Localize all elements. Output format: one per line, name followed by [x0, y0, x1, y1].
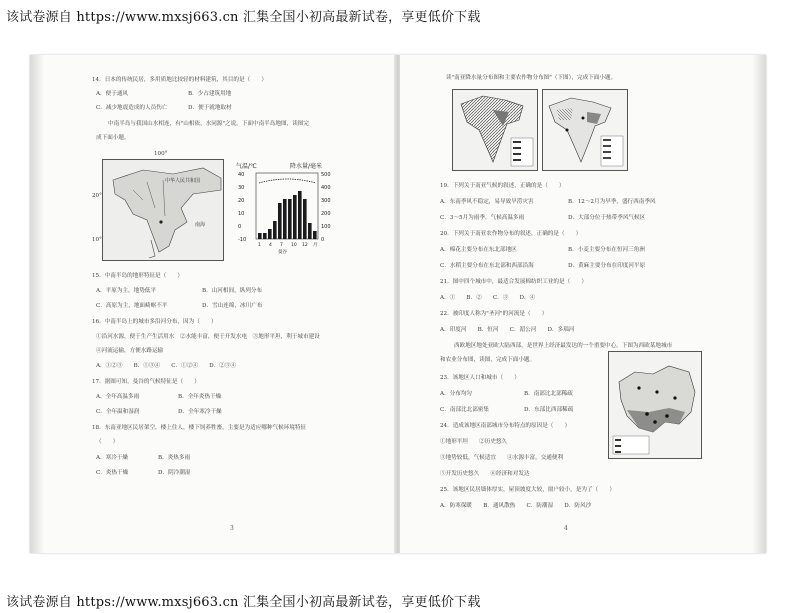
q14-option-a: A．便于通风 [96, 91, 129, 97]
precip-bar [308, 223, 312, 239]
map-intro-text: 中南半岛与我国山水相连，有"山相依，水同源"之说。下面中南半岛地图，读图完 [108, 121, 309, 127]
precip-bar [293, 195, 297, 239]
map-country-label: 中华人民共和国 [165, 178, 201, 184]
q16-answers: A．①②③ B．①③④ C．①②④ D．②③④ [96, 363, 236, 369]
q19-option-b: B．12～2月为旱季，盛行西南季风 [568, 199, 656, 205]
q15-option-a: A．平原为主，地势低平 [96, 288, 156, 294]
temp-tick-label: 0 [238, 224, 242, 230]
q25-answers: A．防寒保暖 B．通风散热 C．防潮湿 D．防风沙 [440, 503, 592, 509]
precip-bar [273, 221, 277, 239]
precip-tick-label: 400 [321, 185, 331, 191]
precip-bar [298, 191, 302, 239]
map-latitude-20: 20° [92, 193, 102, 199]
q23-option-d: D．东部比西部稀疏 [524, 407, 574, 413]
q18-option-b: B．炎热多雨 [158, 455, 191, 461]
page-number-left: 3 [230, 525, 234, 532]
month-tick-label: 10 [291, 243, 297, 248]
month-tick-label: 4 [269, 243, 272, 248]
question-16: 16．中南半岛上的城市多沿河分布，因为（ ） [92, 319, 217, 325]
q17-option-c: C．全年温和湿润 [96, 409, 140, 415]
q23-option-b: B．南部比北部稀疏 [524, 391, 573, 397]
question-18: 18．东南亚地区民居架空，楼上住人，楼下饲养牲畜，主要是为适应哪种气候环境特征 [92, 425, 307, 431]
precip-tick-label: 300 [321, 198, 331, 204]
south-asia-precip-map [452, 89, 538, 171]
question-22: 22．被印度人称为"圣河"的河流是（ ） [440, 311, 548, 317]
climate-precip-axis-title: 降水量/毫米 [290, 163, 323, 170]
month-axis-ticks [258, 241, 318, 248]
climate-temp-axis-title: 气温/℃ [236, 163, 257, 170]
precip-bar [288, 199, 292, 239]
precip-tick-label: 0 [321, 237, 325, 243]
precip-bars [258, 191, 317, 239]
question-15: 15．中南半岛的地形特征是（ ） [92, 273, 184, 279]
q15-option-d: D．雪山连绵，冰川广布 [202, 303, 263, 309]
question-19: 19．下列关于南亚气候的叙述，正确的是（ ） [440, 183, 565, 189]
map-sea-label: 南海 [195, 222, 206, 228]
page-number-right: 4 [564, 525, 568, 532]
q19-option-a: A．东南季风不稳定，易导致旱涝灾害 [440, 199, 534, 205]
q16-statements-2: ④河流运输，方便水路运输 [96, 348, 164, 354]
q19-option-d: D．大部分位于热带季风气候区 [568, 215, 646, 221]
q18-option-a: A．寒冷干燥 [96, 455, 129, 461]
climate-chart-graphic [234, 161, 342, 255]
q17-option-d: D．全年寒冷干燥 [178, 409, 222, 415]
bangkok-climate-chart [234, 161, 342, 255]
temp-axis-ticks [238, 172, 246, 243]
q14-option-b: B．少占建筑用地 [188, 91, 232, 97]
question-21: 21．图中四个城市中，最适合发展棉纺织工业的是（ ） [440, 279, 587, 285]
map-longitude-label: 100° [154, 151, 168, 157]
right-exam-page [400, 55, 766, 553]
q21-answers: A．① B．② C．③ D．④ [440, 295, 536, 301]
month-tick-label: 1 [258, 243, 261, 248]
q24-statements-1: ①地形平坦 ②历史悠久 [440, 439, 508, 445]
precip-tick-label: 500 [321, 172, 331, 178]
temp-tick-label: 30 [238, 185, 245, 191]
question-18-tail: （ ） [96, 439, 119, 445]
question-20: 20．下列关于南亚农作物分布的叙述，正确的是（ ） [440, 231, 582, 237]
q22-answers: A．印度河 B．恒河 C．湄公河 D．多瑙河 [440, 327, 575, 333]
bottom-source-banner: 该试卷源自 https://www.mxsj663.cn 汇集全国小初高最新试卷，享更低价下载 [6, 595, 481, 610]
q15-option-b: B．山河相间，纵列分布 [202, 288, 263, 294]
q18-option-d: D．阴冷潮湿 [158, 470, 191, 476]
q20-option-a: A．棉花主要分布在东北部地区 [440, 247, 517, 253]
question-14: 14．日本的传统民居，多用质地比较轻的材料建筑，其目的是（ ） [92, 77, 267, 83]
temp-tick-label: 20 [238, 198, 245, 204]
q16-statements: ①沿河水源，便于生产生活用水 ②水能丰富，便于开发水电 ③地形平坦，利于城市建设 [96, 334, 320, 340]
q24-statements-2: ③地势较低，气候适宜 ④水源丰富，交通便利 [440, 455, 564, 461]
west-europe-city-map [608, 351, 702, 459]
q15-option-c: C．高原为主，地面崎岖不平 [96, 303, 168, 309]
precip-bar [283, 199, 287, 239]
question-25: 25．该地区民居墙体厚实，屋顶坡度大较，窗户较小，是为了（ ） [440, 487, 615, 493]
q19-option-c: C．3～5月为雨季，气候高温多雨 [440, 215, 525, 221]
question-23: 23．该地区人口和城市（ ） [440, 375, 520, 381]
precip-tick-label: 100 [321, 224, 331, 230]
indochina-map [102, 159, 224, 261]
month-tick-label: 月 [313, 243, 318, 248]
left-exam-page [30, 55, 395, 553]
precip-bar [263, 233, 267, 239]
q20-option-d: D．黄麻主要分布在印度河平原 [568, 263, 646, 269]
q23-option-c: C．南部比北部密集 [440, 407, 490, 413]
q23-option-a: A．分布均匀 [440, 391, 473, 397]
q14-option-d: D．便于就地取材 [188, 105, 232, 111]
precip-bar [313, 231, 317, 239]
precip-map-graphic [453, 90, 537, 170]
west-europe-map-graphic [609, 352, 701, 458]
temp-tick-label: 40 [238, 172, 245, 178]
month-tick-label: 7 [280, 243, 283, 248]
crop-map-graphic [543, 90, 627, 170]
precip-bar [268, 229, 272, 239]
q17-option-a: A．全年高温多雨 [96, 394, 140, 400]
q24-statements-3: ⑤开发历史悠久 ⑥经济和对发达 [440, 471, 530, 477]
south-asia-intro: 读"南亚降水量分布图和主要农作物分布图"（下图），完成下面小题。 [446, 75, 617, 81]
map-intro-text-2: 成下面小题。 [96, 135, 130, 141]
top-source-banner: 该试卷源自 https://www.mxsj663.cn 汇集全国小初高最新试卷，享更低价下载 [6, 10, 481, 25]
precip-axis-ticks [321, 172, 331, 243]
scanned-exam-spread [30, 55, 766, 553]
south-asia-crop-map [542, 89, 628, 171]
q20-option-b: B．小麦主要分布在恒河三角洲 [568, 247, 645, 253]
indochina-map-graphic [103, 160, 223, 260]
temp-tick-label: 10 [238, 211, 245, 217]
precip-tick-label: 200 [321, 211, 331, 217]
west-europe-intro: 西欧地区地处亚欧大陆西部，是世界上经济最发达的一个重要中心。下图为西欧某地城市 [454, 343, 673, 349]
q17-option-b: B．全年炎热干燥 [178, 394, 222, 400]
precip-bar [303, 199, 307, 239]
q18-option-c: C．炎热干燥 [96, 470, 129, 476]
month-tick-label: 12 [302, 243, 308, 248]
map-latitude-10: 10° [92, 237, 102, 243]
q20-option-c: C．水稻主要分布在东北部和西部沿海 [440, 263, 534, 269]
question-24: 24．造成该地区南部城市分布特点的原因是（ ） [440, 423, 571, 429]
question-17: 17．据图可知，曼谷的气候特征是（ ） [92, 379, 200, 385]
precip-bar [258, 233, 262, 239]
q14-option-c: C．减少地震造成的人员伤亡 [96, 105, 168, 111]
temp-tick-label: -10 [238, 237, 247, 243]
west-europe-intro-2: 和农业分布图，读图，完成下面小题。 [440, 357, 536, 363]
climate-city-label: 曼谷 [278, 250, 287, 255]
precip-bar [278, 203, 282, 239]
